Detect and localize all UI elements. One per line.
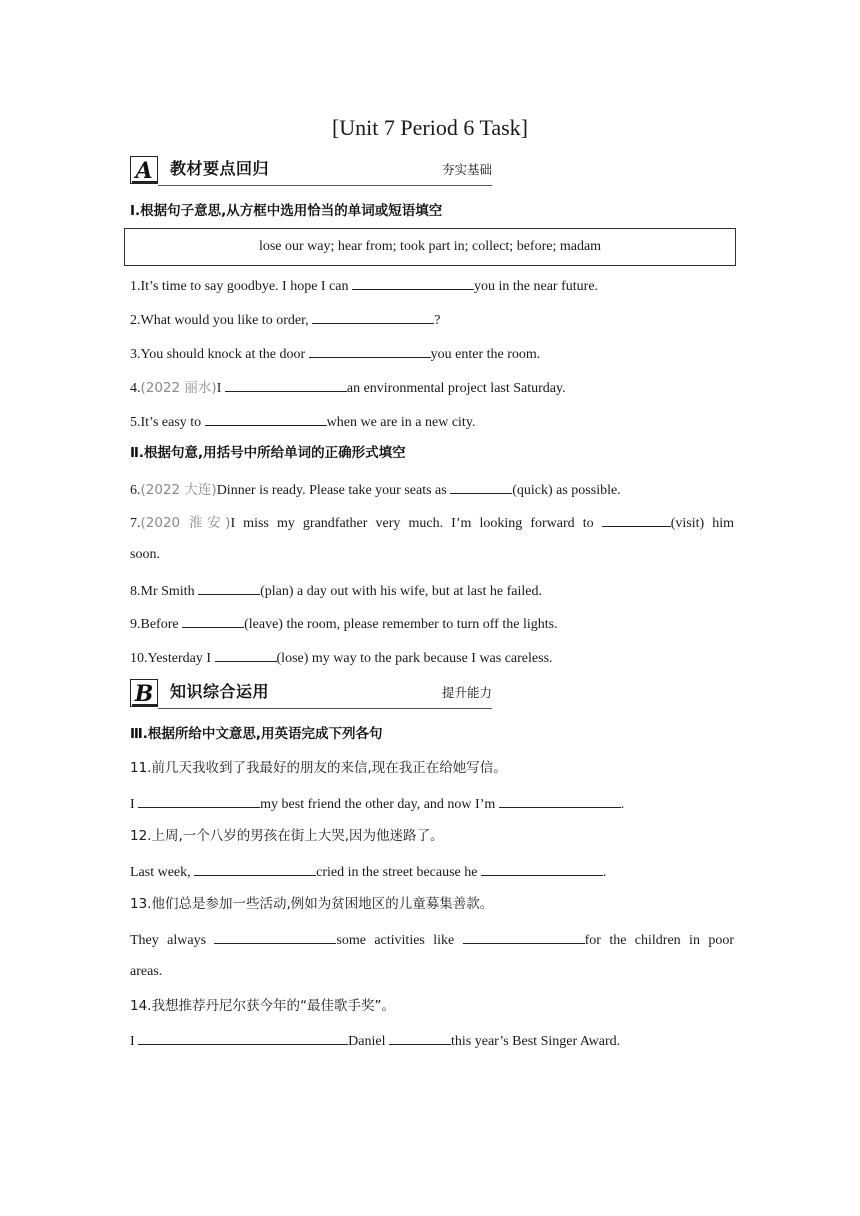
word-box: lose our way; hear from; took part in; collect; before; madam [124, 228, 736, 266]
question-13: They always some activities like for the children in poor [130, 928, 734, 951]
question-13-cont: areas. [130, 964, 163, 979]
question-1: 1.It’s time to say goodbye. I hope I can you in the near future. [130, 274, 734, 297]
answer-blank[interactable] [309, 342, 431, 358]
section-b-letter: B [134, 681, 154, 707]
answer-blank[interactable] [194, 860, 316, 876]
question-8: 8.Mr Smith (plan) a day out with his wife, but at last he failed. [130, 579, 734, 602]
answer-blank[interactable] [499, 792, 621, 808]
question-2: 2.What would you like to order, ? [130, 308, 734, 331]
question-14: I Daniel this year’s Best Singer Award. [130, 1029, 734, 1052]
question-3: 3.You should knock at the door you enter the room. [130, 342, 734, 365]
section-b-rule [158, 708, 492, 709]
answer-blank[interactable] [215, 646, 277, 662]
source-tag: (2022 丽水) [140, 380, 217, 396]
section-b-title: 知识综合运用 [170, 682, 270, 701]
question-4: 4.(2022 丽水)I an environmental project last Saturday. [130, 376, 734, 399]
section-a-banner [130, 156, 492, 186]
section-a-letter: A [135, 158, 153, 184]
answer-blank[interactable] [389, 1029, 451, 1045]
question-12-chinese: 12.上周,一个八岁的男孩在街上大哭,因为他迷路了。 [130, 828, 444, 844]
answer-blank[interactable] [138, 792, 260, 808]
answer-blank[interactable] [138, 1029, 348, 1045]
part2-heading: Ⅱ.根据句意,用括号中所给单词的正确形式填空 [130, 445, 406, 461]
question-11: I my best friend the other day, and now I’m . [130, 792, 734, 815]
section-b-banner [130, 679, 492, 709]
section-a-letter-icon [130, 156, 158, 184]
page-title: [Unit 7 Period 6 Task] [331, 115, 529, 140]
answer-blank[interactable] [205, 410, 327, 426]
question-9: 9.Before (leave) the room, please remember to turn off the lights. [130, 612, 734, 635]
question-12: Last week, cried in the street because he . [130, 860, 734, 883]
section-a-tag: 夯实基础 [441, 162, 492, 177]
answer-blank[interactable] [198, 579, 260, 595]
answer-blank[interactable] [352, 274, 474, 290]
answer-blank[interactable] [481, 860, 603, 876]
source-tag: (2020 淮安) [140, 515, 231, 531]
part3-heading: Ⅲ.根据所给中文意思,用英语完成下列各句 [130, 726, 383, 742]
question-5: 5.It’s easy to when we are in a new city. [130, 410, 734, 433]
question-14-chinese: 14.我想推荐丹尼尔获今年的“最佳歌手奖”。 [130, 998, 395, 1014]
source-tag: (2022 大连) [140, 482, 217, 498]
answer-blank[interactable] [182, 612, 244, 628]
question-13-chinese: 13.他们总是参加一些活动,例如为贫困地区的儿童募集善款。 [130, 896, 494, 912]
section-b-letter-icon [130, 679, 158, 707]
answer-blank[interactable] [602, 511, 671, 527]
answer-blank[interactable] [214, 928, 336, 944]
question-7-cont: soon. [130, 547, 160, 562]
question-10: 10.Yesterday I (lose) my way to the park because I was careless. [130, 646, 734, 669]
answer-blank[interactable] [463, 928, 585, 944]
question-11-chinese: 11.前几天我收到了我最好的朋友的来信,现在我正在给她写信。 [130, 760, 507, 776]
section-a-title: 教材要点回归 [170, 159, 270, 178]
part1-heading: Ⅰ.根据句子意思,从方框中选用恰当的单词或短语填空 [130, 203, 443, 219]
answer-blank[interactable] [312, 308, 434, 324]
answer-blank[interactable] [450, 478, 512, 494]
answer-blank[interactable] [225, 376, 347, 392]
question-6: 6.(2022 大连)Dinner is ready. Please take your seats as (quick) as possible. [130, 478, 734, 501]
section-b-tag: 提升能力 [441, 685, 492, 700]
question-7: 7.(2020 淮安)I miss my grandfather very much. I’m looking forward to (visit) him [130, 511, 734, 534]
section-a-rule [158, 185, 492, 186]
